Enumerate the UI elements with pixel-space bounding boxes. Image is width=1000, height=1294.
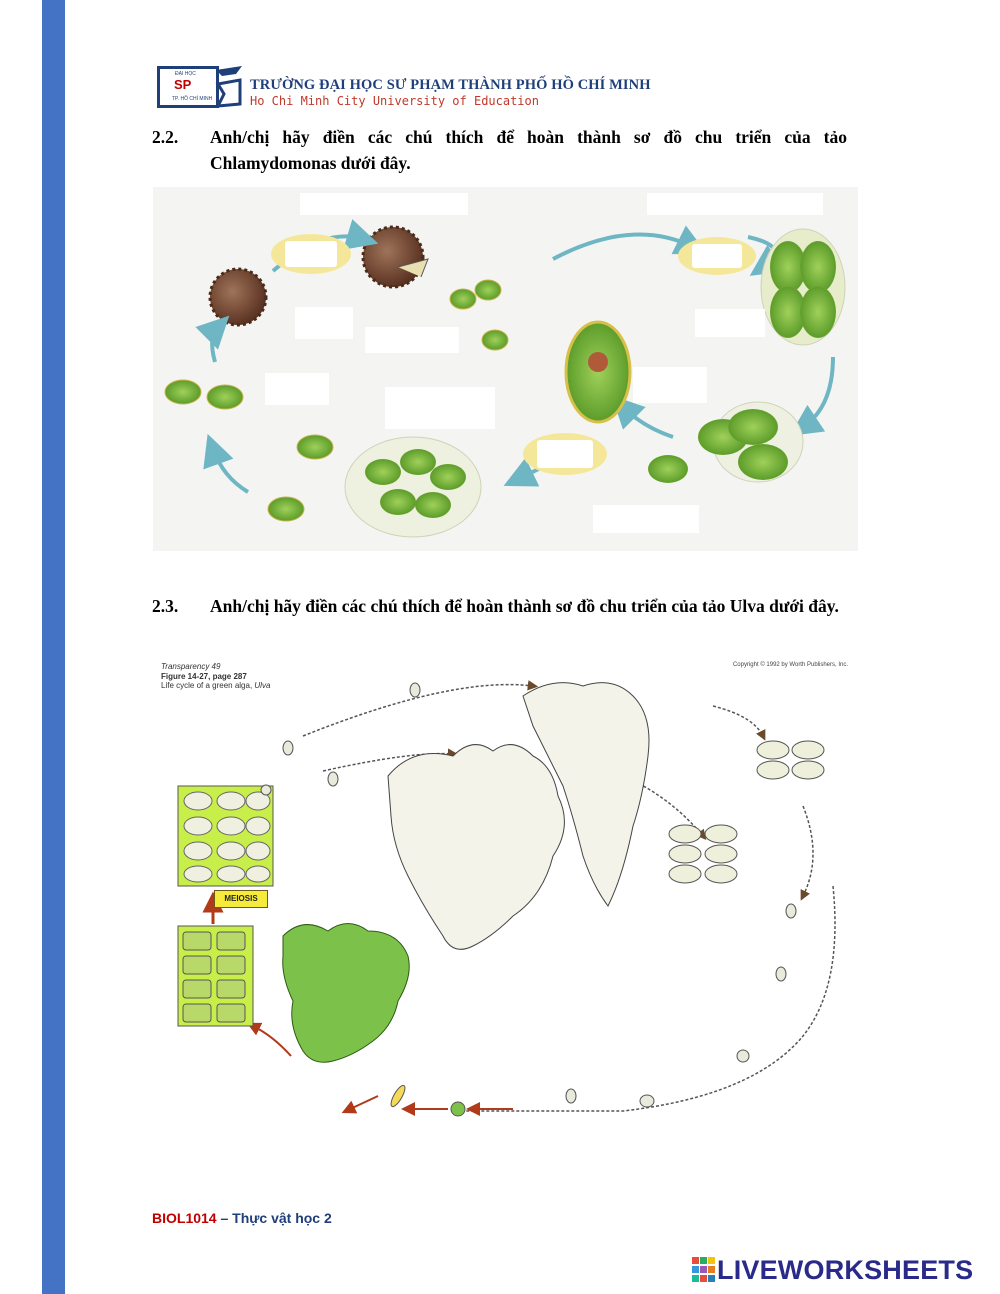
arrow [213, 449, 248, 492]
answer-blank[interactable] [593, 505, 699, 533]
answer-blank[interactable] [295, 307, 353, 339]
question-number: 2.3. [152, 596, 179, 616]
zygote-mature [210, 269, 266, 325]
sporophyte-thallus [283, 924, 410, 1063]
zoospore-cell [475, 280, 501, 300]
copyright-note: Copyright © 1992 by Worth Publishers, Inc. [732, 662, 848, 668]
answer-blank[interactable] [365, 327, 459, 353]
cycle-arrow [253, 1026, 291, 1056]
question-number: 2.2. [152, 127, 179, 147]
university-name-en: Ho Chi Minh City University of Education [250, 94, 539, 108]
cycle-arrow [803, 806, 813, 896]
caption-line: Ulva [254, 681, 271, 690]
gametangia-right [669, 741, 824, 883]
university-logo [157, 66, 219, 108]
caption-line: Figure 14-27, page 287 [161, 671, 247, 681]
arrow [212, 327, 218, 362]
logo-small-top: ĐẠI HỌC [175, 71, 196, 77]
page-footer [152, 1210, 332, 1226]
arrow [623, 407, 673, 437]
caption-line: Life cycle of a green alga, [161, 681, 255, 690]
ulva-life-cycle-figure [153, 656, 858, 1136]
question-2-3 [152, 593, 847, 619]
question-2-2 [152, 124, 847, 176]
arrow [553, 235, 693, 260]
question-text: Anh/chị hãy điền các chú thích để hoàn thành sơ đồ chu triển của tảo Ulva dưới đây. [210, 596, 839, 616]
answer-blank[interactable] [300, 193, 468, 215]
figure-caption [161, 662, 270, 691]
gamete-cell [268, 497, 304, 521]
cell-sheet-upper [178, 786, 273, 886]
releasing-cells [648, 402, 803, 483]
answer-blank-oval[interactable] [271, 234, 351, 274]
answer-blank-oval[interactable] [523, 433, 607, 475]
cell-sheet-lower [178, 926, 253, 1026]
liveworksheets-logo-icon [692, 1257, 716, 1283]
chlamydomonas-life-cycle-figure [153, 187, 858, 551]
logo-swoosh-icon [214, 64, 244, 108]
gametophyte-thallus [388, 745, 564, 950]
answer-blank-oval[interactable] [678, 237, 756, 275]
cycle-arrow [713, 706, 763, 736]
answer-blank[interactable] [265, 373, 329, 405]
cycle-arrow [348, 1096, 378, 1110]
arrow [803, 357, 833, 427]
answer-blank[interactable] [385, 387, 495, 429]
university-name-vi: TRƯỜNG ĐẠI HỌC SƯ PHẠM THÀNH PHỐ HỒ CHÍ MINH [250, 77, 651, 93]
caption-line: Transparency 49 [161, 662, 221, 671]
course-code: BIOL1014 [152, 1210, 217, 1226]
answer-blank[interactable] [633, 367, 707, 403]
zoospore-cell [482, 330, 508, 350]
gamete-cell [207, 385, 243, 409]
course-title: – Thực vật học 2 [216, 1210, 332, 1226]
logo-small-bottom: TP. HỒ CHÍ MINH [172, 96, 213, 102]
answer-blank[interactable] [695, 309, 765, 337]
logo-sp: SP [174, 77, 192, 92]
gamete-cell [297, 435, 333, 459]
answer-blank[interactable] [647, 193, 823, 215]
left-margin-bar [42, 0, 65, 1294]
liveworksheets-wordmark: LIVEWORKSHEETS [717, 1255, 974, 1285]
chlamydomonas-diagram [153, 187, 858, 551]
zygote-germinating [363, 227, 428, 287]
sporangium-four-cells [761, 229, 845, 345]
meiosis-label: MEIOSIS [214, 890, 268, 908]
zoospore-cell [450, 289, 476, 309]
cycle-arrow [453, 886, 835, 1111]
gamete-cluster [345, 437, 481, 537]
question-text: Anh/chị hãy điền các chú thích để hoàn thành sơ đồ chu triển của tảo Chlamydomonas dưới đây. [210, 127, 847, 173]
gamete-cell [165, 380, 201, 404]
